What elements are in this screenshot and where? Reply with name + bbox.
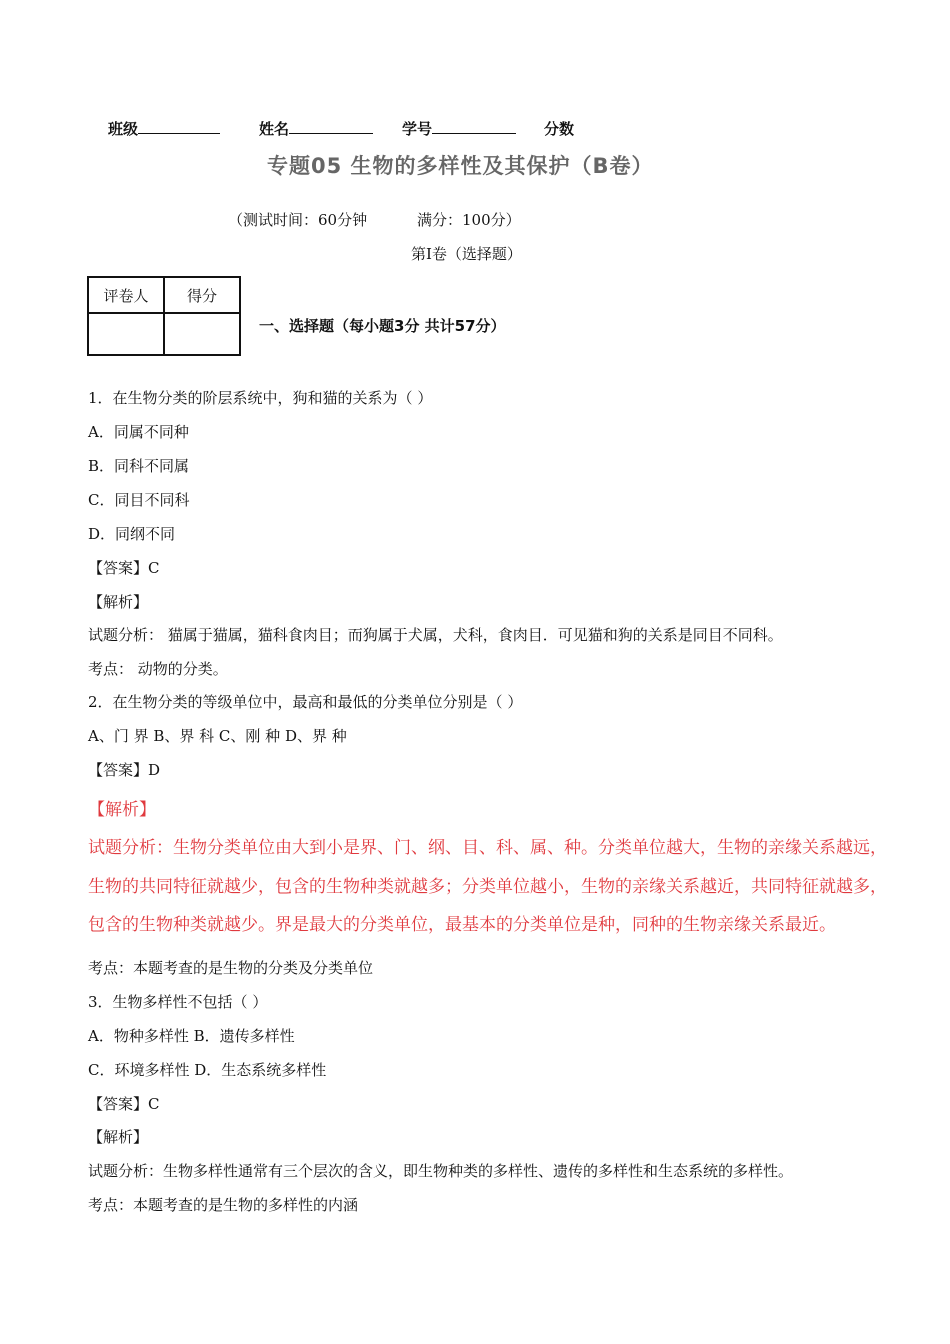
question-3-point: 考点：本题考查的是生物的多样性的内涵 xyxy=(88,1196,359,1214)
name-label: 姓名 xyxy=(259,120,290,138)
test-time: （测试时间：60分钟 xyxy=(228,211,368,229)
class-label: 班级 xyxy=(108,120,139,138)
question-1-point: 考点： 动物的分类。 xyxy=(88,660,228,678)
score-header: 得分 xyxy=(164,277,240,313)
grade-table xyxy=(87,276,241,356)
question-1-option-d: D．同纲不同 xyxy=(88,525,176,543)
question-2-stem: 2．在生物分类的等级单位中，最高和最低的分类单位分别是（ ） xyxy=(88,693,523,711)
question-3-analysis-label: 【解析】 xyxy=(88,1128,149,1146)
name-blank xyxy=(289,119,373,134)
name-field xyxy=(259,118,373,139)
question-1-analysis: 试题分析： 猫属于猫属，猫科食肉目；而狗属于犬属，犬科，食肉目．可见猫和狗的关系是同目不同科。 xyxy=(88,626,783,644)
question-2-analysis-line-1: 试题分析：生物分类单位由大到小是界、门、纲、目、科、属、种。分类单位越大，生物的亲缘关系越远， xyxy=(88,838,887,858)
question-2-analysis-line-2: 生物的共同特征就越少，包含的生物种类就越多；分类单位越小，生物的亲缘关系越近，共同特征就越多， xyxy=(88,877,887,897)
question-2-options: A、门 界 B、界 科 C、刚 种 D、界 种 xyxy=(88,727,347,745)
section-title: 一、选择题（每小题3分 共计57分） xyxy=(259,317,506,335)
class-field xyxy=(108,118,220,139)
question-3-stem: 3．生物多样性不包括（ ） xyxy=(88,993,268,1011)
question-3-options-line-1: A．物种多样性 B．遗传多样性 xyxy=(88,1027,295,1045)
student-no-label: 学号 xyxy=(402,120,433,138)
class-blank xyxy=(138,119,220,134)
student-no-blank xyxy=(432,119,516,134)
question-1-option-b: B．同科不同属 xyxy=(88,457,190,475)
question-1-answer: 【答案】C xyxy=(88,559,160,577)
reviewer-header: 评卷人 xyxy=(88,277,164,313)
question-3-analysis: 试题分析：生物多样性通常有三个层次的含义，即生物种类的多样性、遗传的多样性和生态系统的多样性。 xyxy=(88,1162,794,1180)
student-no-field xyxy=(402,118,516,139)
page-title: 专题05 生物的多样性及其保护（B卷） xyxy=(267,154,654,178)
question-2-answer: 【答案】D xyxy=(88,761,161,779)
volume-heading: 第I卷（选择题） xyxy=(411,245,522,263)
question-2-analysis-line-3: 包含的生物种类就越少。界是最大的分类单位，最基本的分类单位是种，同种的生物亲缘关系最近。 xyxy=(88,915,836,935)
question-1-stem: 1．在生物分类的阶层系统中，狗和猫的关系为（ ） xyxy=(88,389,433,407)
question-1-option-a: A．同属不同种 xyxy=(88,423,189,441)
score-label: 分数 xyxy=(544,120,575,138)
question-1-option-c: C．同目不同科 xyxy=(88,491,190,509)
question-1-analysis-label: 【解析】 xyxy=(88,593,149,611)
score-cell xyxy=(164,313,240,355)
full-score: 满分：100分） xyxy=(417,211,521,229)
reviewer-cell xyxy=(88,313,164,355)
question-2-point: 考点：本题考查的是生物的分类及分类单位 xyxy=(88,959,374,977)
question-2-analysis-label: 【解析】 xyxy=(88,800,156,820)
question-3-options-line-2: C．环境多样性 D．生态系统多样性 xyxy=(88,1061,327,1079)
question-3-answer: 【答案】C xyxy=(88,1095,160,1113)
